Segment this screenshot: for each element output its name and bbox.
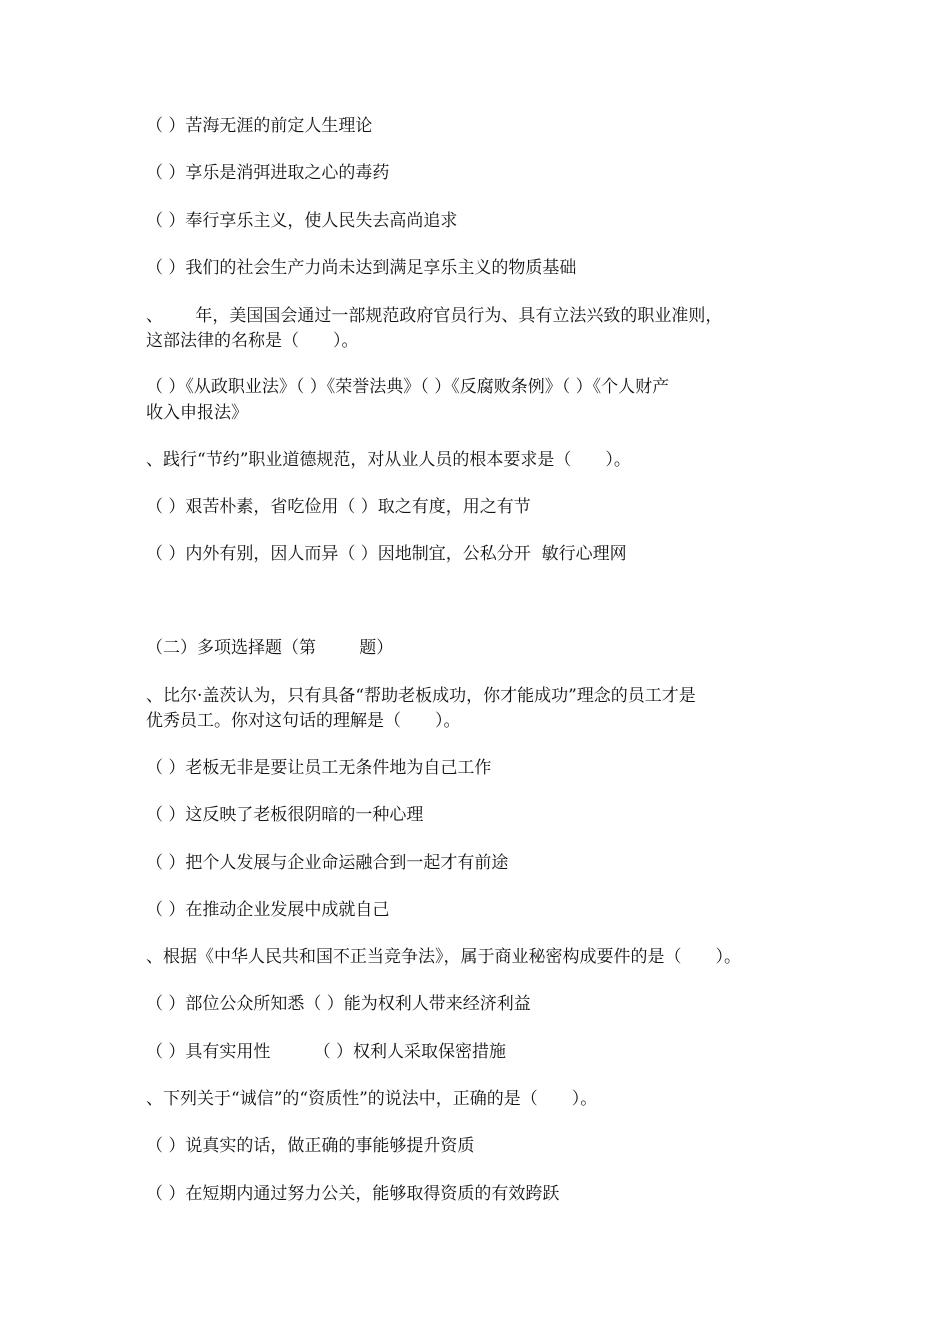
option-line: （ ）苦海无涯的前定人生理论	[146, 116, 373, 136]
question-line: 、 年，美国国会通过一部规范政府官员行为、具有立法兴致的职业准则，	[146, 306, 723, 326]
option-line: （ ）我们的社会生产力尚未达到满足享乐主义的物质基础	[146, 258, 577, 278]
question-line: 优秀员工。你对这句话的理解是（ ）。	[146, 711, 461, 731]
option-line: （ ）享乐是消弭进取之心的毒药	[146, 163, 390, 183]
option-line: （ ）部位公众所知悉（ ）能为权利人带来经济利益	[146, 994, 531, 1014]
option-line: （ ）老板无非是要让员工无条件地为自己工作	[146, 758, 492, 778]
question-line: 这部法律的名称是（ ）。	[146, 331, 359, 351]
option-line: （ ）《从政职业法》（ ）《荣誉法典》（ ）《反腐败条例》（ ）《个人财产	[146, 377, 670, 397]
question-line: 、根据《中华人民共和国不正当竞争法》，属于商业秘密构成要件的是（ ）。	[146, 947, 741, 967]
option-line: （ ）说真实的话，做正确的事能够提升资质	[146, 1136, 475, 1156]
option-line: （ ）奉行享乐主义，使人民失去高尚追求	[146, 211, 458, 231]
option-line: （ ）艰苦朴素，省吃俭用（ ）取之有度，用之有节	[146, 497, 531, 517]
option-line: （ ）内外有别，因人而异（ ）因地制宜，公私分开 敏行心理网	[146, 544, 627, 564]
section-heading: （二）多项选择题（第 题）	[146, 638, 394, 658]
option-line: （ ）这反映了老板很阴暗的一种心理	[146, 805, 424, 825]
question-line: 、比尔·盖茨认为，只有具备“帮助老板成功，你才能成功”理念的员工才是	[146, 686, 696, 706]
option-line: （ ）把个人发展与企业命运融合到一起才有前途	[146, 853, 509, 873]
question-line: 、下列关于“诚信”的“资质性”的说法中，正确的是（ ）。	[146, 1089, 598, 1109]
question-line: 、践行“节约”职业道德规范，对从业人员的根本要求是（ ）。	[146, 450, 631, 470]
option-line: （ ）具有实用性 （ ）权利人采取保密措施	[146, 1042, 507, 1062]
option-line: （ ）在短期内通过努力公关，能够取得资质的有效跨跃	[146, 1184, 560, 1204]
option-line: 收入申报法》	[146, 403, 248, 423]
option-line: （ ）在推动企业发展中成就自己	[146, 900, 390, 920]
